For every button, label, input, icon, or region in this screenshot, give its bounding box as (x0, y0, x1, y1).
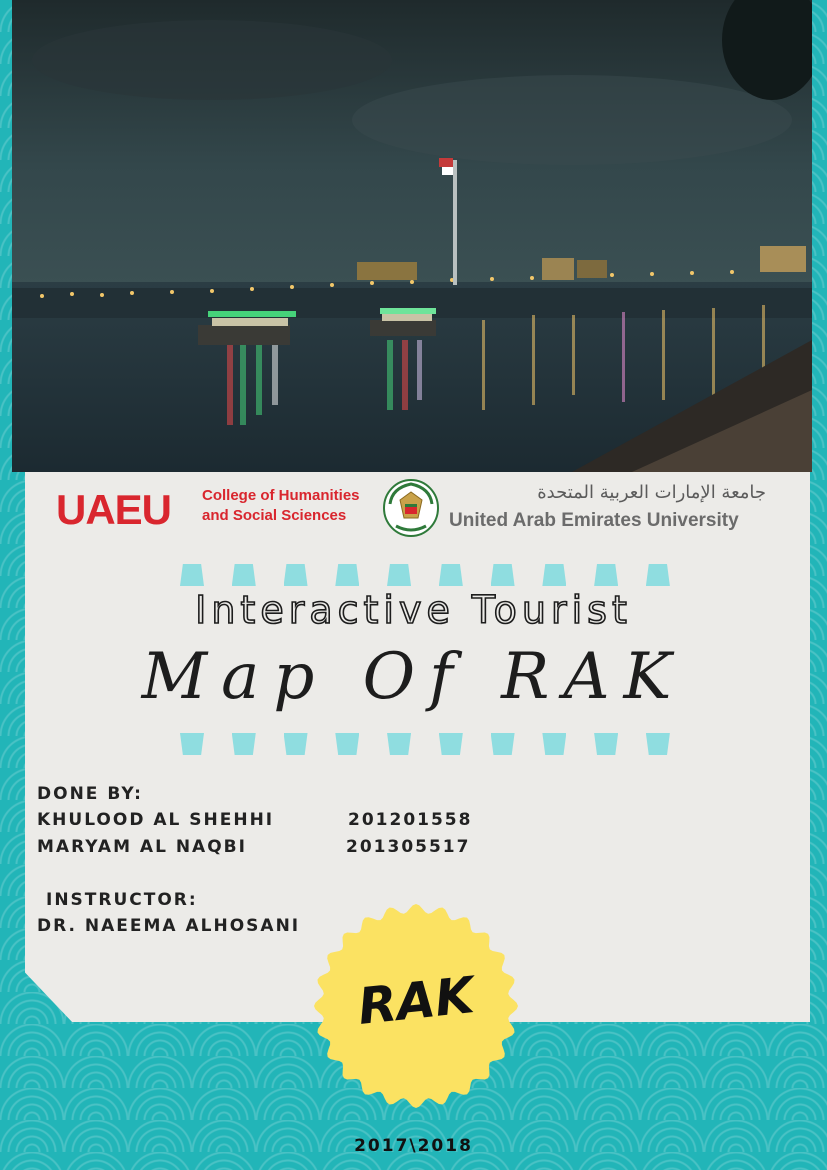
academic-year: 2017\2018 (354, 1136, 473, 1156)
title-line2: Map Of RAK (141, 640, 686, 714)
university-header (56, 480, 776, 540)
cover-photo (12, 0, 812, 472)
university-name-english: United Arab Emirates University (449, 510, 739, 531)
college-name (202, 486, 360, 526)
decorative-tabs-bottom (180, 733, 670, 755)
student-id: 201201558 (348, 810, 473, 830)
college-name-line1: College of Humanities (202, 487, 360, 504)
uaeu-logo: UAEU (56, 486, 172, 533)
decorative-tabs-top (180, 564, 670, 586)
university-emblem-icon (382, 478, 440, 538)
student-name: MARYAM AL NAQBI (37, 837, 247, 857)
instructor-name: DR. NAEEMA ALHOSANI (37, 916, 301, 936)
college-name-line2: and Social Sciences (202, 507, 347, 524)
badge-text: RAK (355, 966, 477, 1036)
university-name-arabic: جامعة الإمارات العربية المتحدة (537, 482, 766, 503)
student-id: 201305517 (346, 837, 471, 857)
title-line1: Interactive Tourist (195, 588, 632, 632)
instructor-label: INSTRUCTOR: (46, 890, 198, 910)
done-by-label: DONE BY: (37, 784, 143, 804)
student-name: KHULOOD AL SHEHHI (37, 810, 275, 830)
